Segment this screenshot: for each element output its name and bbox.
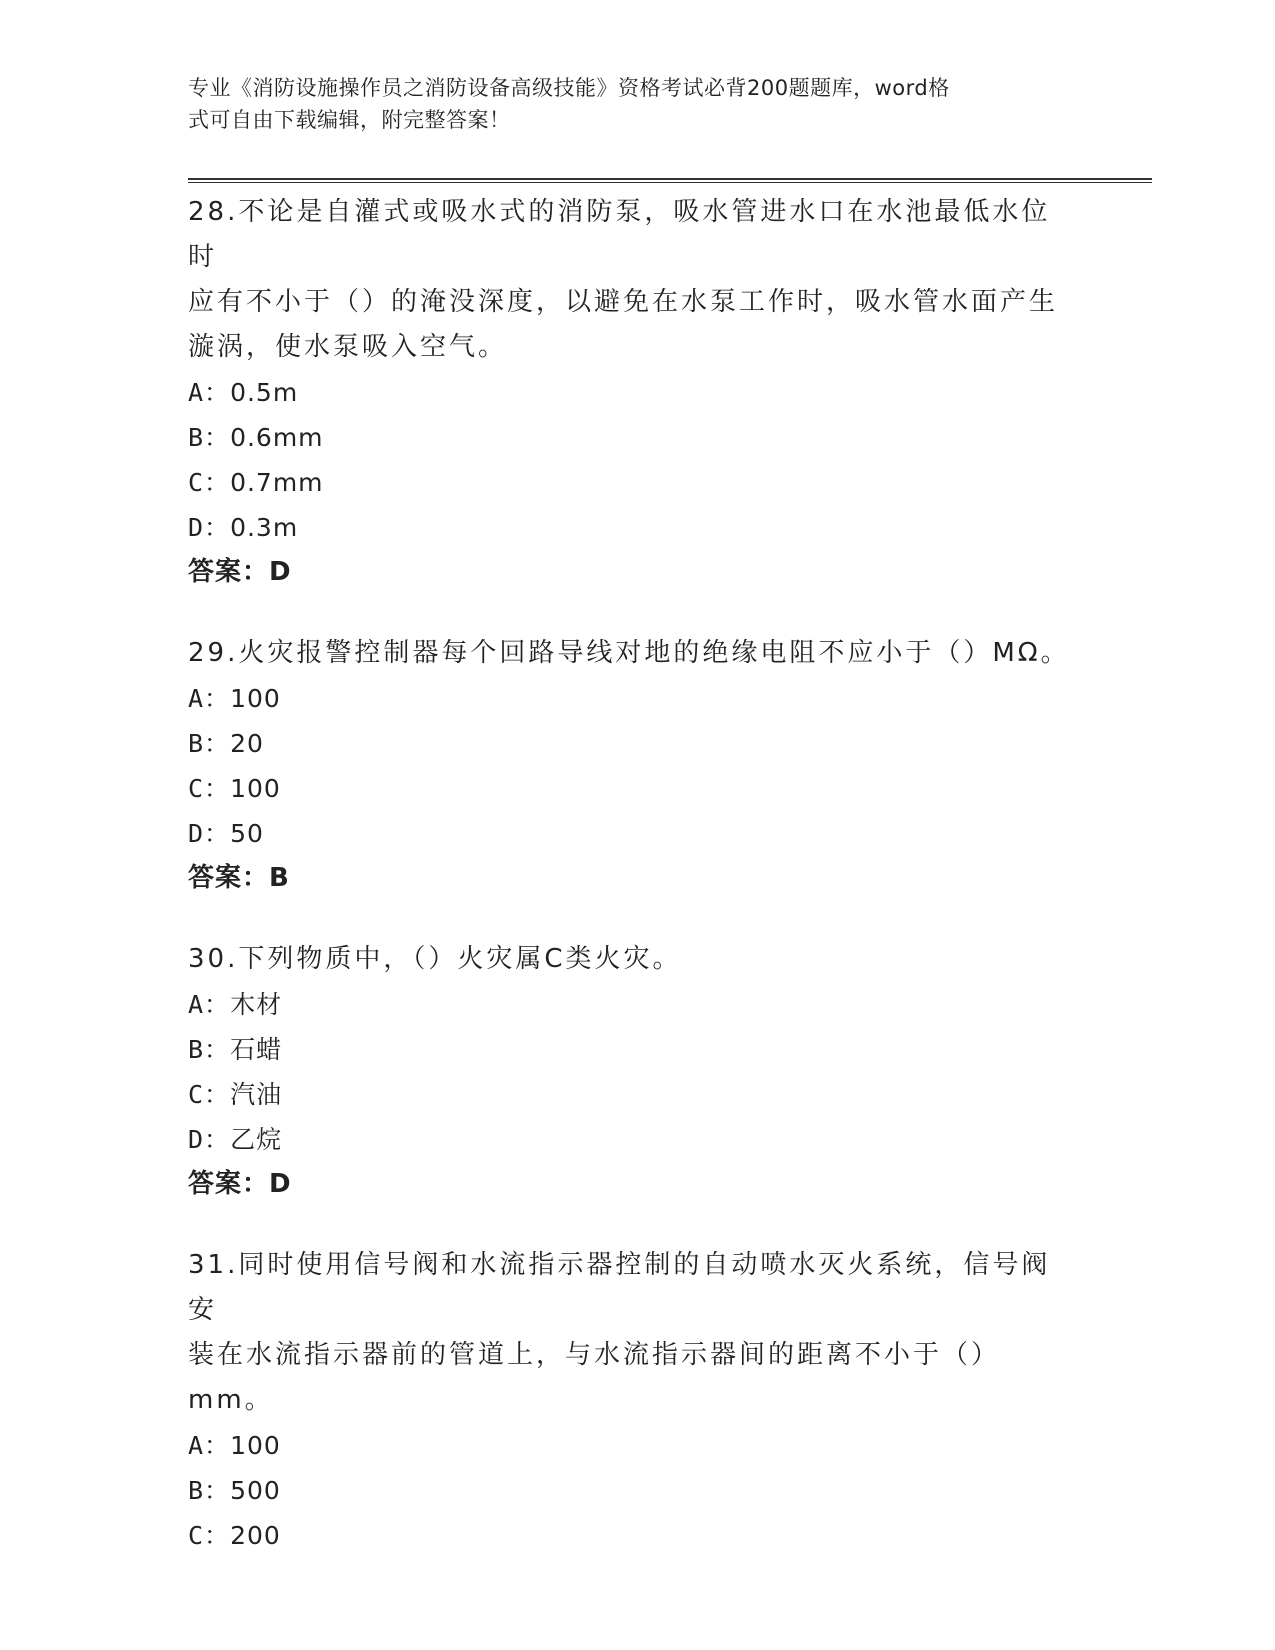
option-d	[188, 811, 1148, 856]
option-text: 200	[230, 1521, 281, 1550]
option-a	[188, 982, 1148, 1027]
option-d	[188, 505, 1148, 550]
option-key: A：	[188, 1431, 231, 1460]
option-key: B：	[188, 729, 231, 758]
option-key: A：	[188, 684, 231, 713]
option-key: C：	[188, 1521, 231, 1550]
option-text: 20	[230, 729, 264, 758]
question-30	[188, 937, 1148, 1207]
option-text: 500	[230, 1476, 281, 1505]
document-page	[188, 72, 1148, 1550]
option-c	[188, 1072, 1148, 1117]
option-key: B：	[188, 1476, 231, 1505]
option-key: C：	[188, 1080, 231, 1109]
header-divider	[188, 178, 1152, 183]
answer-label: 答案：B	[188, 863, 290, 893]
option-text: 100	[230, 774, 281, 803]
question-31	[188, 1243, 1148, 1558]
option-text: 0.7mm	[230, 468, 324, 497]
option-key: A：	[188, 990, 231, 1019]
question-list	[188, 190, 1148, 1594]
option-c	[188, 460, 1148, 505]
option-key: D：	[188, 819, 231, 848]
option-b	[188, 415, 1148, 460]
option-a	[188, 676, 1148, 721]
option-text: 石蜡	[230, 1035, 283, 1064]
option-key: D：	[188, 513, 231, 542]
option-a	[188, 1423, 1148, 1468]
answer-label: 答案：D	[188, 1169, 292, 1199]
option-text: 100	[230, 1431, 281, 1460]
option-c	[188, 766, 1148, 811]
option-text: 0.5m	[230, 378, 299, 407]
option-key: B：	[188, 1035, 231, 1064]
question-stem: 29.火灾报警控制器每个回路导线对地的绝缘电阻不应小于（）MΩ。	[188, 638, 1070, 668]
option-text: 50	[230, 819, 264, 848]
option-key: D：	[188, 1125, 231, 1154]
option-d	[188, 1117, 1148, 1162]
answer-label: 答案：D	[188, 557, 292, 587]
option-text: 0.3m	[230, 513, 299, 542]
question-stem: 31.同时使用信号阀和水流指示器控制的自动喷水灭火系统，信号阀安 装在水流指示器前的管道上，与水流指示器间的距离不小于（）mm。	[188, 1250, 1051, 1415]
option-b	[188, 1468, 1148, 1513]
option-key: C：	[188, 774, 231, 803]
option-text: 0.6mm	[230, 423, 324, 452]
option-b	[188, 1027, 1148, 1072]
question-stem: 30.下列物质中，（）火灾属C类火灾。	[188, 944, 682, 974]
option-text: 100	[230, 684, 281, 713]
option-c	[188, 1513, 1148, 1558]
option-text: 汽油	[230, 1080, 283, 1109]
option-key: B：	[188, 423, 231, 452]
option-a	[188, 370, 1148, 415]
option-b	[188, 721, 1148, 766]
option-text: 乙烷	[230, 1125, 283, 1154]
question-stem: 28.不论是自灌式或吸水式的消防泵，吸水管进水口在水池最低水位时 应有不小于（）的淹没深度，以避免在水泵工作时，吸水管水面产生 漩涡，使水泵吸入空气。	[188, 197, 1059, 362]
option-text: 木材	[230, 990, 283, 1019]
option-key: C：	[188, 468, 231, 497]
document-header: 专业《消防设施操作员之消防设备高级技能》资格考试必背200题题库，word格 式可自由下载编辑，附完整答案！	[188, 76, 950, 132]
question-29	[188, 631, 1148, 901]
question-28	[188, 190, 1148, 595]
option-key: A：	[188, 378, 231, 407]
